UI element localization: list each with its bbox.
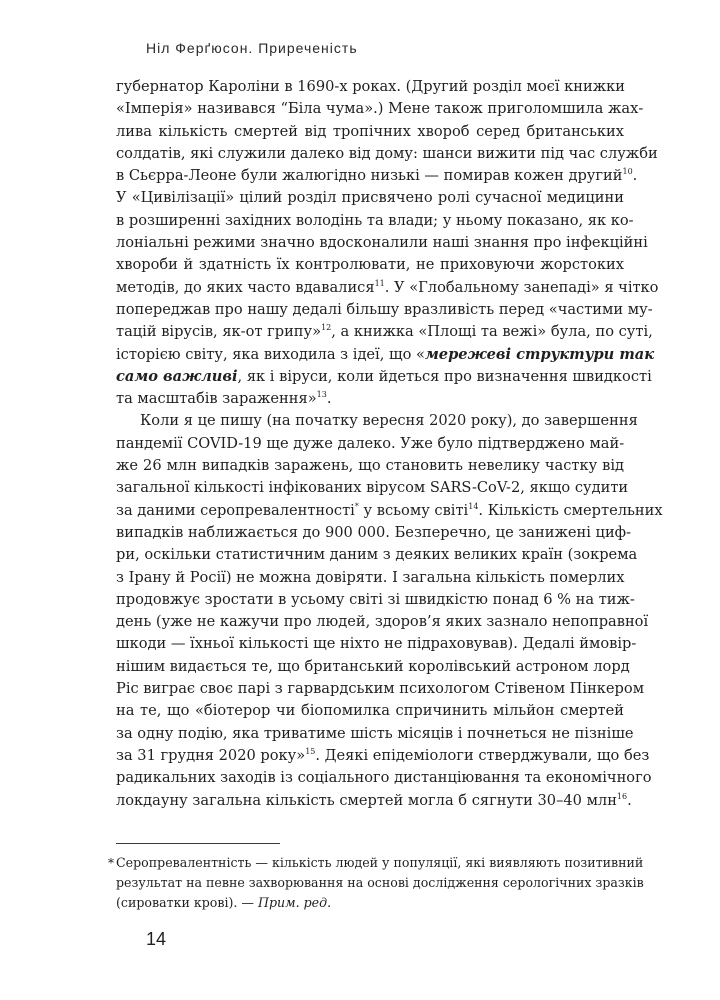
text-line: же 26 млн випадків заражень, що становить невелику частку від xyxy=(116,457,624,475)
text-line: за одну подію, яка триватиме шість місяців і почнеться не пізніше xyxy=(116,724,634,742)
footnote xyxy=(108,853,644,913)
text-line: загальної кількості інфікованих вірусом SARS-CoV-2, якщо судити xyxy=(116,479,629,497)
text-line: за 31 грудня 2020 року»$^{15}$. Деякі епідеміологи стверджували, що без xyxy=(116,746,650,764)
text-line: Коли я це пишу (на початку вересня 2020 року), до завершення xyxy=(140,412,638,430)
text-line: історією світу, яка виходила з ідеї, що «мережеві структури так xyxy=(116,345,655,363)
footnote-marker: * xyxy=(108,856,114,870)
footnote-line: (сироватки крові). — Прим. ред. xyxy=(116,895,332,910)
text-line: ри, оскільки статистичним даним з деяких великих країн (зокрема xyxy=(116,546,638,564)
text-line: попереджав про нашу дедалі більшу вразливість перед «частими му- xyxy=(116,300,653,318)
text-line: тацій вірусів, як-от грипу»$^{12}$, а книжка «Площі та вежі» була, по суті, xyxy=(116,323,653,341)
text-line: хвороби й здатність їх контролювати, не приховуючи жорстоких xyxy=(116,256,624,274)
page-number: 14 xyxy=(146,929,167,949)
text-line: У «Цивілізації» цілий розділ присвячено ролі сучасної медицини xyxy=(116,189,624,207)
emphasis-text: мережеві структури так xyxy=(424,345,655,363)
text-line: пандемії COVID-19 ще дуже далеко. Уже було підтверджено май- xyxy=(116,434,625,452)
text-line: губернатор Кароліни в 1690-х роках. (Другий розділ моєї книжки xyxy=(116,78,626,95)
text-line: радикальних заходів із соціального дистанціювання та економічного xyxy=(116,769,652,787)
text-line: продовжує зростати в усьому світі зі швидкістю понад 6 % на тиж- xyxy=(116,590,635,608)
text-line: та масштабів зараження»$^{13}$. xyxy=(116,390,332,408)
body-text xyxy=(116,76,663,812)
footnote-line: результат на певне захворювання на основі дослідження серологічних зразків xyxy=(116,875,644,890)
text-line: лива кількість смертей від тропічних хвороб серед британських xyxy=(116,122,624,140)
footnote-ref: 14 xyxy=(468,501,479,511)
text-line: само важливі, як і віруси, коли йдеться про визначення швидкості xyxy=(116,367,652,385)
footnote-ref: 13 xyxy=(316,390,327,400)
text-line: за даними серопревалентності* у всьому світі$^{14}$. Кількість смертельних xyxy=(116,501,663,519)
text-line: день (уже не кажучи про людей, здоров’я яких зазнало непоправної xyxy=(116,613,649,631)
text-line: на те, що «біотерор чи біопомилка спричинить мільйон смертей xyxy=(116,702,624,720)
text-line: локдауну загальна кількість смертей могла б сягнути 30–40 млн$^{16}$. xyxy=(116,791,632,809)
footnote-divider xyxy=(116,843,280,844)
text-line: шкоди — їхньої кількості ще ніхто не підраховував). Дедалі ймовір- xyxy=(116,635,637,653)
text-line: солдатів, які служили далеко від дому: шанси вижити під час служби xyxy=(116,144,658,162)
text-line: Ріс виграє своє парі з гарвардським психологом Стівеном Пінкером xyxy=(116,680,645,698)
footnote-line: Серопревалентність — кількість людей у популяції, які виявляють позитивний xyxy=(116,855,644,870)
emphasis-text: само важливі xyxy=(116,367,238,385)
footnote-ref: * xyxy=(354,501,359,511)
text-line: в розширенні західних володінь та влади; у ньому показано, як ко- xyxy=(116,211,634,229)
footnote-ref: 16 xyxy=(616,791,628,801)
text-line: з Ірану й Росії) не можна довіряти. І загальна кількість померлих xyxy=(116,568,625,586)
footnote-ref: 15 xyxy=(305,747,316,757)
editor-note: Прим. ред. xyxy=(258,895,332,910)
text-line: випадків наближається до 900 000. Безперечно, це занижені циф- xyxy=(116,523,632,541)
text-line: лоніальні режими значно вдосконалили наші знання про інфекційні xyxy=(116,234,648,252)
text-line: методів, до яких часто вдавалися$^{11}$. У «Глобальному занепаді» я чітко xyxy=(116,278,659,296)
footnote-ref: 12 xyxy=(321,323,332,333)
running-header: Ніл Ферґюсон. Приреченість xyxy=(146,40,358,56)
text-line: в Сьєрра-Леоне були жалюгідно низькі — помирав кожен другий$^{10}$. xyxy=(116,167,638,185)
text-line: нішим видається те, що британський королівський астроном лорд xyxy=(116,657,630,675)
footnote-ref: 10 xyxy=(622,167,633,177)
text-line: «Імперія» називався “Біла чума».) Мене також приголомшила жах- xyxy=(116,100,644,118)
footnote-ref: 11 xyxy=(374,278,385,288)
